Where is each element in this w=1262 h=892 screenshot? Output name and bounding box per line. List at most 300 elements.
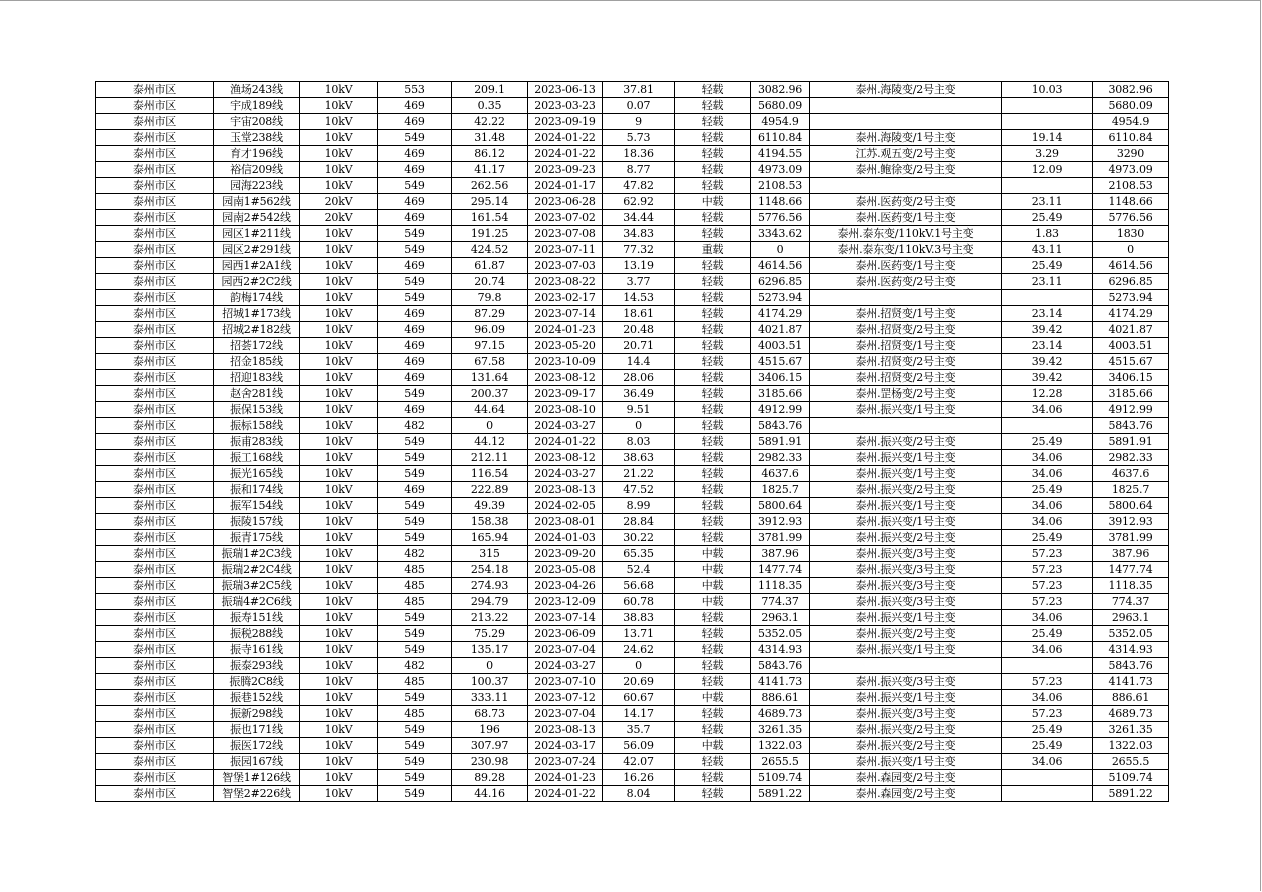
load-cell: 254.18 [452, 562, 528, 578]
feeder-name-cell: 振保153线 [214, 402, 300, 418]
table-row [96, 258, 1169, 274]
transformer-cell [810, 290, 1002, 306]
transformer-cell: 泰州.森园变/2号主变 [810, 770, 1002, 786]
margin-cell: 3082.96 [751, 82, 810, 98]
margin-cell: 4614.56 [751, 258, 810, 274]
load-cell: 212.11 [452, 450, 528, 466]
voltage-cell: 10kV [300, 578, 378, 594]
table-row [96, 738, 1169, 754]
load-cell: 0.35 [452, 98, 528, 114]
region-cell: 泰州市区 [96, 482, 214, 498]
voltage-cell: 10kV [300, 258, 378, 274]
capacity-cell: 469 [378, 338, 452, 354]
load-status-cell: 轻载 [675, 450, 751, 466]
available-capacity-cell: 4021.87 [1093, 322, 1169, 338]
available-capacity-cell: 5352.05 [1093, 626, 1169, 642]
transformer-rate-cell: 10.03 [1002, 82, 1093, 98]
table-row [96, 594, 1169, 610]
margin-cell: 3343.62 [751, 226, 810, 242]
table-row [96, 642, 1169, 658]
feeder-name-cell: 振甫283线 [214, 434, 300, 450]
capacity-cell: 469 [378, 146, 452, 162]
load-status-cell: 轻载 [675, 82, 751, 98]
available-capacity-cell: 5800.64 [1093, 498, 1169, 514]
feeder-name-cell: 振寿151线 [214, 610, 300, 626]
feeder-name-cell: 智堡2#226线 [214, 786, 300, 802]
table-row [96, 386, 1169, 402]
load-status-cell: 轻载 [675, 706, 751, 722]
load-status-cell: 轻载 [675, 642, 751, 658]
available-capacity-cell: 4637.6 [1093, 466, 1169, 482]
date-cell: 2023-08-12 [528, 450, 603, 466]
date-cell: 2023-08-01 [528, 514, 603, 530]
region-cell: 泰州市区 [96, 690, 214, 706]
transformer-cell: 泰州.振兴变/1号主变 [810, 610, 1002, 626]
transformer-cell: 泰州.振兴变/2号主变 [810, 738, 1002, 754]
capacity-cell: 469 [378, 210, 452, 226]
region-cell: 泰州市区 [96, 386, 214, 402]
transformer-rate-cell: 34.06 [1002, 514, 1093, 530]
voltage-cell: 10kV [300, 658, 378, 674]
load-rate-cell: 8.77 [603, 162, 675, 178]
transformer-rate-cell: 57.23 [1002, 578, 1093, 594]
region-cell: 泰州市区 [96, 562, 214, 578]
margin-cell: 5109.74 [751, 770, 810, 786]
margin-cell: 1148.66 [751, 194, 810, 210]
load-rate-cell: 28.84 [603, 514, 675, 530]
available-capacity-cell: 5273.94 [1093, 290, 1169, 306]
region-cell: 泰州市区 [96, 658, 214, 674]
table-row [96, 530, 1169, 546]
load-rate-cell: 56.09 [603, 738, 675, 754]
feeder-name-cell: 招城2#182线 [214, 322, 300, 338]
voltage-cell: 10kV [300, 242, 378, 258]
load-cell: 209.1 [452, 82, 528, 98]
load-status-cell: 中载 [675, 194, 751, 210]
available-capacity-cell: 774.37 [1093, 594, 1169, 610]
available-capacity-cell: 1830 [1093, 226, 1169, 242]
region-cell: 泰州市区 [96, 354, 214, 370]
transformer-rate-cell: 25.49 [1002, 738, 1093, 754]
transformer-cell [810, 98, 1002, 114]
transformer-rate-cell: 19.14 [1002, 130, 1093, 146]
load-cell: 0 [452, 418, 528, 434]
transformer-cell: 泰州.海陵变/2号主变 [810, 82, 1002, 98]
voltage-cell: 10kV [300, 498, 378, 514]
date-cell: 2023-08-13 [528, 482, 603, 498]
date-cell: 2023-07-11 [528, 242, 603, 258]
capacity-cell: 469 [378, 370, 452, 386]
load-cell: 49.39 [452, 498, 528, 514]
capacity-cell: 549 [378, 690, 452, 706]
date-cell: 2023-06-09 [528, 626, 603, 642]
transformer-cell [810, 114, 1002, 130]
available-capacity-cell: 2108.53 [1093, 178, 1169, 194]
capacity-cell: 549 [378, 274, 452, 290]
date-cell: 2024-03-27 [528, 658, 603, 674]
capacity-cell: 549 [378, 530, 452, 546]
feeder-name-cell: 宇宙208线 [214, 114, 300, 130]
voltage-cell: 10kV [300, 674, 378, 690]
margin-cell: 4003.51 [751, 338, 810, 354]
region-cell: 泰州市区 [96, 322, 214, 338]
region-cell: 泰州市区 [96, 642, 214, 658]
region-cell: 泰州市区 [96, 626, 214, 642]
available-capacity-cell: 2963.1 [1093, 610, 1169, 626]
margin-cell: 2982.33 [751, 450, 810, 466]
date-cell: 2023-07-08 [528, 226, 603, 242]
region-cell: 泰州市区 [96, 306, 214, 322]
feeder-name-cell: 园南1#562线 [214, 194, 300, 210]
voltage-cell: 10kV [300, 418, 378, 434]
voltage-cell: 20kV [300, 210, 378, 226]
capacity-cell: 549 [378, 386, 452, 402]
table-row [96, 498, 1169, 514]
transformer-cell [810, 178, 1002, 194]
table-row [96, 466, 1169, 482]
margin-cell: 3406.15 [751, 370, 810, 386]
transformer-rate-cell [1002, 786, 1093, 802]
load-cell: 86.12 [452, 146, 528, 162]
capacity-cell: 485 [378, 578, 452, 594]
margin-cell: 886.61 [751, 690, 810, 706]
region-cell: 泰州市区 [96, 194, 214, 210]
capacity-cell: 469 [378, 162, 452, 178]
margin-cell: 3912.93 [751, 514, 810, 530]
table-row [96, 290, 1169, 306]
transformer-rate-cell: 25.49 [1002, 482, 1093, 498]
available-capacity-cell: 3082.96 [1093, 82, 1169, 98]
transformer-cell: 泰州.振兴变/3号主变 [810, 546, 1002, 562]
region-cell: 泰州市区 [96, 498, 214, 514]
load-cell: 96.09 [452, 322, 528, 338]
voltage-cell: 10kV [300, 162, 378, 178]
margin-cell: 4314.93 [751, 642, 810, 658]
load-rate-cell: 77.32 [603, 242, 675, 258]
voltage-cell: 10kV [300, 690, 378, 706]
voltage-cell: 20kV [300, 194, 378, 210]
feeder-name-cell: 赵舍281线 [214, 386, 300, 402]
date-cell: 2024-01-22 [528, 786, 603, 802]
date-cell: 2023-07-14 [528, 610, 603, 626]
transformer-cell: 泰州.振兴变/1号主变 [810, 402, 1002, 418]
feeder-name-cell: 园区2#291线 [214, 242, 300, 258]
load-rate-cell: 20.48 [603, 322, 675, 338]
table-row [96, 786, 1169, 802]
date-cell: 2024-03-27 [528, 418, 603, 434]
available-capacity-cell: 5776.56 [1093, 210, 1169, 226]
date-cell: 2023-07-04 [528, 642, 603, 658]
load-status-cell: 轻载 [675, 626, 751, 642]
feeder-name-cell: 园南2#542线 [214, 210, 300, 226]
feeder-name-cell: 智堡1#126线 [214, 770, 300, 786]
region-cell: 泰州市区 [96, 594, 214, 610]
region-cell: 泰州市区 [96, 210, 214, 226]
available-capacity-cell: 3290 [1093, 146, 1169, 162]
table-row [96, 434, 1169, 450]
load-rate-cell: 35.7 [603, 722, 675, 738]
capacity-cell: 549 [378, 738, 452, 754]
load-status-cell: 轻载 [675, 658, 751, 674]
load-rate-cell: 8.04 [603, 786, 675, 802]
region-cell: 泰州市区 [96, 466, 214, 482]
load-rate-cell: 14.53 [603, 290, 675, 306]
margin-cell: 5800.64 [751, 498, 810, 514]
load-cell: 161.54 [452, 210, 528, 226]
load-rate-cell: 52.4 [603, 562, 675, 578]
region-cell: 泰州市区 [96, 370, 214, 386]
load-rate-cell: 14.17 [603, 706, 675, 722]
voltage-cell: 10kV [300, 530, 378, 546]
transformer-cell: 泰州.振兴变/1号主变 [810, 690, 1002, 706]
load-cell: 100.37 [452, 674, 528, 690]
load-rate-cell: 60.67 [603, 690, 675, 706]
load-rate-cell: 47.82 [603, 178, 675, 194]
available-capacity-cell: 3781.99 [1093, 530, 1169, 546]
margin-cell: 4954.9 [751, 114, 810, 130]
load-rate-cell: 20.69 [603, 674, 675, 690]
available-capacity-cell: 3912.93 [1093, 514, 1169, 530]
region-cell: 泰州市区 [96, 178, 214, 194]
table-row [96, 210, 1169, 226]
transformer-cell: 泰州.振兴变/3号主变 [810, 578, 1002, 594]
available-capacity-cell: 4973.09 [1093, 162, 1169, 178]
transformer-rate-cell: 23.11 [1002, 274, 1093, 290]
load-cell: 274.93 [452, 578, 528, 594]
load-status-cell: 轻载 [675, 290, 751, 306]
load-cell: 307.97 [452, 738, 528, 754]
available-capacity-cell: 387.96 [1093, 546, 1169, 562]
region-cell: 泰州市区 [96, 274, 214, 290]
transformer-cell: 泰州.振兴变/2号主变 [810, 530, 1002, 546]
load-rate-cell: 60.78 [603, 594, 675, 610]
feeder-name-cell: 振泰293线 [214, 658, 300, 674]
date-cell: 2023-08-12 [528, 370, 603, 386]
region-cell: 泰州市区 [96, 786, 214, 802]
capacity-cell: 549 [378, 242, 452, 258]
transformer-rate-cell: 25.49 [1002, 434, 1093, 450]
capacity-cell: 469 [378, 114, 452, 130]
available-capacity-cell: 1118.35 [1093, 578, 1169, 594]
region-cell: 泰州市区 [96, 674, 214, 690]
load-cell: 196 [452, 722, 528, 738]
region-cell: 泰州市区 [96, 402, 214, 418]
voltage-cell: 10kV [300, 450, 378, 466]
voltage-cell: 10kV [300, 322, 378, 338]
available-capacity-cell: 1825.7 [1093, 482, 1169, 498]
load-status-cell: 中载 [675, 738, 751, 754]
transformer-cell: 泰州.鲍徐变/2号主变 [810, 162, 1002, 178]
load-cell: 200.37 [452, 386, 528, 402]
transformer-cell: 泰州.罡杨变/2号主变 [810, 386, 1002, 402]
load-cell: 262.56 [452, 178, 528, 194]
load-cell: 135.17 [452, 642, 528, 658]
date-cell: 2023-07-02 [528, 210, 603, 226]
load-status-cell: 中载 [675, 562, 751, 578]
feeder-name-cell: 振陵157线 [214, 514, 300, 530]
capacity-cell: 549 [378, 642, 452, 658]
voltage-cell: 10kV [300, 546, 378, 562]
table-row [96, 626, 1169, 642]
load-cell: 230.98 [452, 754, 528, 770]
table-row [96, 754, 1169, 770]
margin-cell: 4194.55 [751, 146, 810, 162]
available-capacity-cell: 3406.15 [1093, 370, 1169, 386]
margin-cell: 0 [751, 242, 810, 258]
table-row [96, 402, 1169, 418]
date-cell: 2023-07-10 [528, 674, 603, 690]
capacity-cell: 485 [378, 562, 452, 578]
available-capacity-cell: 5843.76 [1093, 418, 1169, 434]
voltage-cell: 10kV [300, 354, 378, 370]
table-body [96, 82, 1169, 802]
voltage-cell: 10kV [300, 434, 378, 450]
feeder-name-cell: 韵梅174线 [214, 290, 300, 306]
transformer-rate-cell: 39.42 [1002, 354, 1093, 370]
transformer-rate-cell: 57.23 [1002, 546, 1093, 562]
table-row [96, 722, 1169, 738]
transformer-cell: 泰州.招贤变/2号主变 [810, 322, 1002, 338]
margin-cell: 4021.87 [751, 322, 810, 338]
voltage-cell: 10kV [300, 562, 378, 578]
transformer-rate-cell: 34.06 [1002, 450, 1093, 466]
load-rate-cell: 18.61 [603, 306, 675, 322]
date-cell: 2023-09-19 [528, 114, 603, 130]
margin-cell: 5273.94 [751, 290, 810, 306]
table-row [96, 274, 1169, 290]
feeder-name-cell: 园西2#2C2线 [214, 274, 300, 290]
load-cell: 213.22 [452, 610, 528, 626]
capacity-cell: 469 [378, 322, 452, 338]
voltage-cell: 10kV [300, 130, 378, 146]
feeder-name-cell: 振巷152线 [214, 690, 300, 706]
load-status-cell: 轻载 [675, 114, 751, 130]
transformer-cell: 泰州.振兴变/3号主变 [810, 674, 1002, 690]
table-row [96, 162, 1169, 178]
transformer-rate-cell: 57.23 [1002, 674, 1093, 690]
load-status-cell: 轻载 [675, 786, 751, 802]
date-cell: 2023-09-23 [528, 162, 603, 178]
load-rate-cell: 18.36 [603, 146, 675, 162]
load-cell: 165.94 [452, 530, 528, 546]
date-cell: 2023-09-20 [528, 546, 603, 562]
date-cell: 2023-02-17 [528, 290, 603, 306]
feeder-name-cell: 园西1#2A1线 [214, 258, 300, 274]
margin-cell: 6296.85 [751, 274, 810, 290]
load-status-cell: 轻载 [675, 226, 751, 242]
load-status-cell: 轻载 [675, 418, 751, 434]
transformer-rate-cell: 39.42 [1002, 322, 1093, 338]
load-cell: 333.11 [452, 690, 528, 706]
margin-cell: 3261.35 [751, 722, 810, 738]
voltage-cell: 10kV [300, 274, 378, 290]
load-status-cell: 轻载 [675, 98, 751, 114]
load-rate-cell: 5.73 [603, 130, 675, 146]
margin-cell: 4912.99 [751, 402, 810, 418]
margin-cell: 387.96 [751, 546, 810, 562]
region-cell: 泰州市区 [96, 434, 214, 450]
transformer-rate-cell [1002, 418, 1093, 434]
transformer-rate-cell: 25.49 [1002, 530, 1093, 546]
voltage-cell: 10kV [300, 146, 378, 162]
region-cell: 泰州市区 [96, 242, 214, 258]
date-cell: 2023-06-28 [528, 194, 603, 210]
transformer-cell: 泰州.振兴变/2号主变 [810, 722, 1002, 738]
load-status-cell: 轻载 [675, 514, 751, 530]
voltage-cell: 10kV [300, 402, 378, 418]
margin-cell: 4637.6 [751, 466, 810, 482]
transformer-rate-cell: 1.83 [1002, 226, 1093, 242]
table-row [96, 658, 1169, 674]
feeder-name-cell: 振瑞3#2C5线 [214, 578, 300, 594]
load-status-cell: 中载 [675, 578, 751, 594]
capacity-cell: 549 [378, 450, 452, 466]
load-cell: 20.74 [452, 274, 528, 290]
date-cell: 2024-01-22 [528, 434, 603, 450]
capacity-cell: 469 [378, 402, 452, 418]
available-capacity-cell: 3261.35 [1093, 722, 1169, 738]
available-capacity-cell: 4141.73 [1093, 674, 1169, 690]
load-cell: 191.25 [452, 226, 528, 242]
available-capacity-cell: 3185.66 [1093, 386, 1169, 402]
capacity-cell: 549 [378, 626, 452, 642]
voltage-cell: 10kV [300, 386, 378, 402]
table-row [96, 578, 1169, 594]
capacity-cell: 549 [378, 498, 452, 514]
feeder-name-cell: 振医172线 [214, 738, 300, 754]
margin-cell: 5843.76 [751, 418, 810, 434]
transformer-rate-cell: 34.06 [1002, 498, 1093, 514]
transformer-rate-cell: 57.23 [1002, 562, 1093, 578]
margin-cell: 774.37 [751, 594, 810, 610]
available-capacity-cell: 5109.74 [1093, 770, 1169, 786]
table-row [96, 562, 1169, 578]
margin-cell: 1322.03 [751, 738, 810, 754]
load-rate-cell: 8.03 [603, 434, 675, 450]
load-status-cell: 轻载 [675, 338, 751, 354]
date-cell: 2024-01-03 [528, 530, 603, 546]
region-cell: 泰州市区 [96, 754, 214, 770]
capacity-cell: 482 [378, 658, 452, 674]
transformer-cell: 泰州.振兴变/2号主变 [810, 482, 1002, 498]
transformer-cell: 泰州.振兴变/3号主变 [810, 594, 1002, 610]
transformer-rate-cell: 34.06 [1002, 402, 1093, 418]
region-cell: 泰州市区 [96, 514, 214, 530]
transformer-cell [810, 418, 1002, 434]
date-cell: 2023-05-08 [528, 562, 603, 578]
capacity-cell: 469 [378, 98, 452, 114]
feeder-name-cell: 振瑞2#2C4线 [214, 562, 300, 578]
load-rate-cell: 13.71 [603, 626, 675, 642]
load-status-cell: 中载 [675, 594, 751, 610]
load-rate-cell: 9 [603, 114, 675, 130]
table-row [96, 338, 1169, 354]
region-cell: 泰州市区 [96, 162, 214, 178]
load-cell: 61.87 [452, 258, 528, 274]
load-rate-cell: 13.19 [603, 258, 675, 274]
load-cell: 315 [452, 546, 528, 562]
region-cell: 泰州市区 [96, 706, 214, 722]
margin-cell: 5843.76 [751, 658, 810, 674]
date-cell: 2023-07-12 [528, 690, 603, 706]
date-cell: 2023-12-09 [528, 594, 603, 610]
voltage-cell: 10kV [300, 226, 378, 242]
date-cell: 2023-07-24 [528, 754, 603, 770]
capacity-cell: 549 [378, 466, 452, 482]
transformer-rate-cell: 34.06 [1002, 690, 1093, 706]
load-status-cell: 轻载 [675, 210, 751, 226]
voltage-cell: 10kV [300, 626, 378, 642]
